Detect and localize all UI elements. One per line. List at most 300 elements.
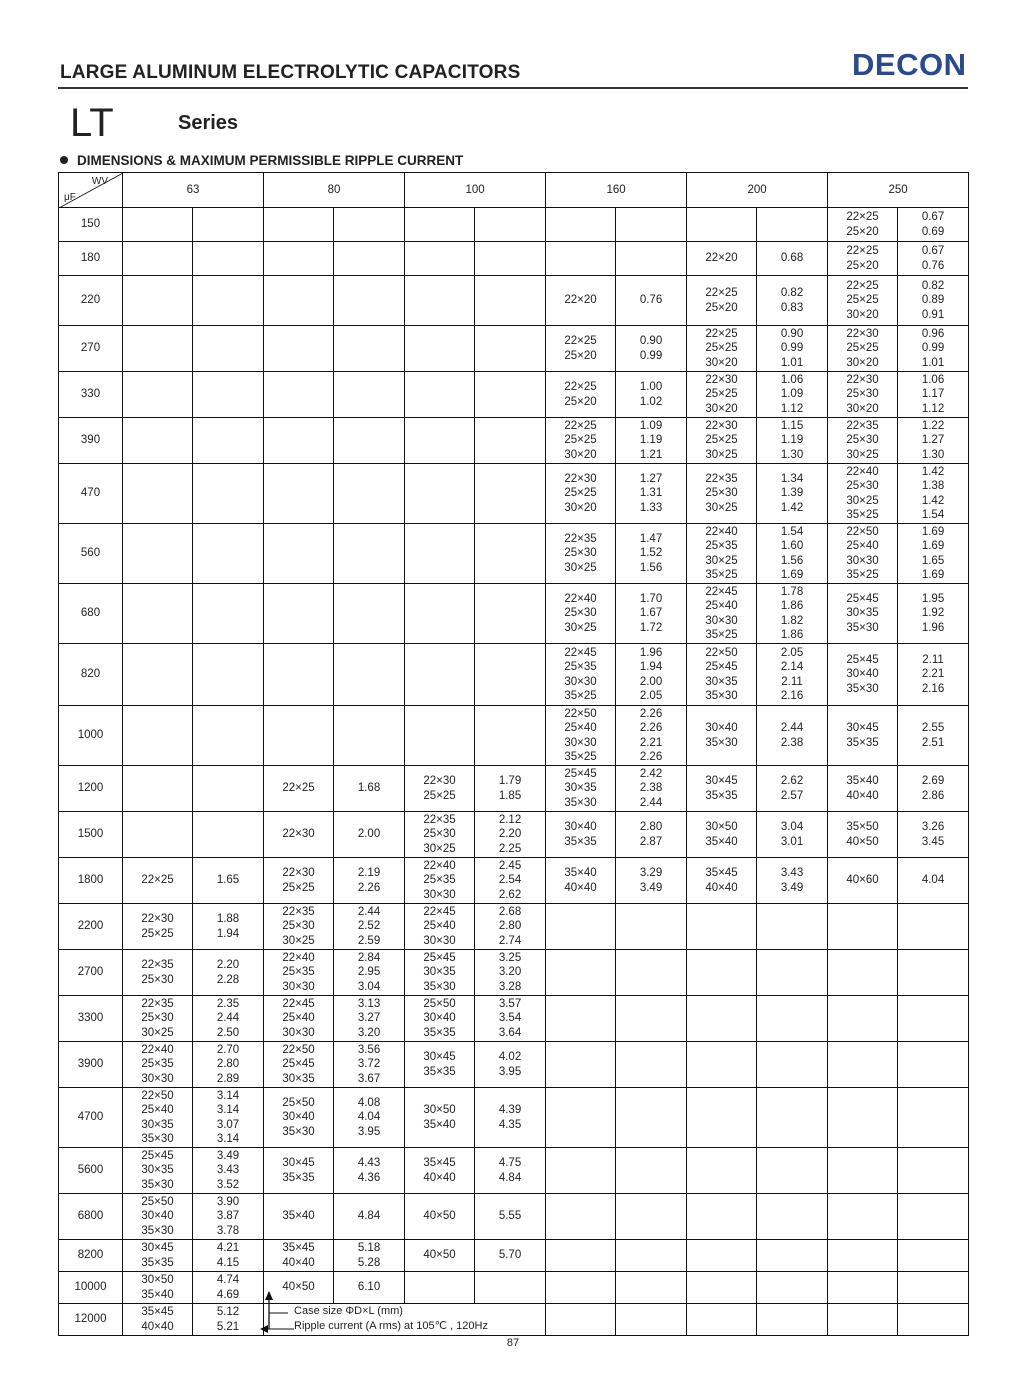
- ripple-current-cell: [334, 326, 405, 372]
- case-size-cell: [828, 996, 898, 1042]
- case-size-cell: [123, 208, 193, 242]
- ripple-current-cell: [757, 1042, 828, 1088]
- ripple-current-cell: [616, 950, 687, 996]
- ripple-current-cell: [475, 644, 546, 706]
- ripple-current-cell: 4.08 4.04 3.95: [334, 1088, 405, 1148]
- legend-case-size: Case size ΦD×L (mm): [294, 1305, 403, 1317]
- ripple-current-cell: [475, 464, 546, 524]
- case-size-cell: 30×40 35×35: [546, 812, 616, 858]
- table-row: [59, 1194, 969, 1240]
- case-size-cell: 22×40 25×30 30×25: [546, 584, 616, 644]
- capacitor-table: [58, 172, 969, 1336]
- case-size-cell: 22×25 25×20: [546, 372, 616, 418]
- table-row: [59, 812, 969, 858]
- ripple-current-cell: 0.82 0.83: [757, 276, 828, 326]
- ripple-current-cell: [193, 706, 264, 766]
- case-size-cell: [405, 276, 475, 326]
- case-size-cell: [687, 904, 757, 950]
- capacitance-cell: 1200: [59, 766, 123, 812]
- case-size-cell: [123, 812, 193, 858]
- uf-label: μF: [64, 191, 76, 203]
- ripple-current-cell: [334, 644, 405, 706]
- case-size-cell: [264, 208, 334, 242]
- ripple-current-cell: [193, 766, 264, 812]
- voltage-header: 160: [546, 173, 687, 208]
- case-size-cell: 22×25 25×20: [828, 208, 898, 242]
- voltage-header: 80: [264, 173, 405, 208]
- case-size-cell: 22×35 25×30 30×25: [264, 904, 334, 950]
- ripple-current-cell: [757, 996, 828, 1042]
- case-size-cell: [123, 464, 193, 524]
- ripple-current-cell: 1.96 1.94 2.00 2.05: [616, 644, 687, 706]
- ripple-current-cell: 2.12 2.20 2.25: [475, 812, 546, 858]
- table-row: [59, 242, 969, 276]
- ripple-current-cell: [616, 242, 687, 276]
- empty-cell: [828, 1304, 898, 1336]
- ripple-current-cell: 5.55: [475, 1194, 546, 1240]
- ripple-current-cell: [898, 950, 969, 996]
- case-size-cell: 25×50 30×40 35×30: [123, 1194, 193, 1240]
- ripple-current-cell: [757, 1240, 828, 1272]
- case-size-cell: 30×45 35×35: [828, 706, 898, 766]
- ripple-current-cell: 2.00: [334, 812, 405, 858]
- ripple-current-cell: 0.90 0.99: [616, 326, 687, 372]
- ripple-current-cell: [193, 208, 264, 242]
- ripple-current-cell: 1.78 1.86 1.82 1.86: [757, 584, 828, 644]
- capacitance-cell: 10000: [59, 1272, 123, 1304]
- case-size-cell: [405, 464, 475, 524]
- case-size-cell: [546, 1272, 616, 1304]
- case-size-cell: [123, 372, 193, 418]
- case-size-cell: 40×50: [405, 1240, 475, 1272]
- capacitance-cell: 3300: [59, 996, 123, 1042]
- table-row: [59, 1240, 969, 1272]
- ripple-current-cell: [334, 706, 405, 766]
- ripple-current-cell: 3.26 3.45: [898, 812, 969, 858]
- case-size-cell: 22×20: [687, 242, 757, 276]
- case-size-cell: [687, 1042, 757, 1088]
- ripple-current-cell: [616, 208, 687, 242]
- case-size-cell: [405, 372, 475, 418]
- case-size-cell: 22×50 25×40 30×30 35×25: [828, 524, 898, 584]
- capacitance-cell: 4700: [59, 1088, 123, 1148]
- case-size-cell: [546, 242, 616, 276]
- case-size-cell: 22×30 25×25 30×20: [687, 372, 757, 418]
- ripple-current-cell: 1.09 1.19 1.21: [616, 418, 687, 464]
- ripple-current-cell: [193, 584, 264, 644]
- table-row: [59, 1148, 969, 1194]
- ripple-current-cell: [616, 1272, 687, 1304]
- case-size-cell: 22×40 25×35 30×30: [123, 1042, 193, 1088]
- ripple-current-cell: [898, 1240, 969, 1272]
- case-size-cell: [123, 242, 193, 276]
- ripple-current-cell: [334, 276, 405, 326]
- case-size-cell: 25×45 30×35 35×30: [405, 950, 475, 996]
- case-size-cell: [546, 1194, 616, 1240]
- ripple-current-cell: 1.34 1.39 1.42: [757, 464, 828, 524]
- brand-logo: DECON: [852, 47, 967, 82]
- table-row: [59, 208, 969, 242]
- case-size-cell: 25×45 30×35 35×30: [828, 584, 898, 644]
- empty-cell: [616, 1304, 687, 1336]
- case-size-cell: [264, 276, 334, 326]
- ripple-current-cell: [475, 326, 546, 372]
- ripple-current-cell: 0.67 0.69: [898, 208, 969, 242]
- case-size-cell: 30×45 35×35: [405, 1042, 475, 1088]
- ripple-current-cell: 4.74 4.69: [193, 1272, 264, 1304]
- ripple-current-cell: [334, 584, 405, 644]
- ripple-current-cell: 3.13 3.27 3.20: [334, 996, 405, 1042]
- case-size-cell: [123, 418, 193, 464]
- case-size-cell: [828, 950, 898, 996]
- capacitance-cell: 2700: [59, 950, 123, 996]
- case-size-cell: [546, 950, 616, 996]
- case-size-cell: 22×20: [546, 276, 616, 326]
- ripple-current-cell: 0.96 0.99 1.01: [898, 326, 969, 372]
- ripple-current-cell: 0.67 0.76: [898, 242, 969, 276]
- ripple-current-cell: [616, 1148, 687, 1194]
- page-number: 87: [506, 1337, 520, 1349]
- ripple-current-cell: [757, 208, 828, 242]
- case-size-cell: 22×30 25×25 30×20: [546, 464, 616, 524]
- ripple-current-cell: [898, 1194, 969, 1240]
- case-size-cell: [123, 644, 193, 706]
- header-divider: [58, 87, 968, 89]
- ripple-current-cell: [898, 1088, 969, 1148]
- table-row: [59, 584, 969, 644]
- case-size-cell: [687, 1148, 757, 1194]
- case-size-cell: [264, 418, 334, 464]
- capacitance-cell: 5600: [59, 1148, 123, 1194]
- table-row: [59, 1042, 969, 1088]
- case-size-cell: 22×35 25×30: [123, 950, 193, 996]
- case-size-cell: 35×45 40×40: [405, 1148, 475, 1194]
- ripple-current-cell: 1.88 1.94: [193, 904, 264, 950]
- ripple-current-cell: [193, 372, 264, 418]
- capacitance-cell: 3900: [59, 1042, 123, 1088]
- ripple-current-cell: 4.39 4.35: [475, 1088, 546, 1148]
- ripple-current-cell: 5.18 5.28: [334, 1240, 405, 1272]
- ripple-current-cell: [616, 1042, 687, 1088]
- case-size-cell: [546, 208, 616, 242]
- ripple-current-cell: 3.43 3.49: [757, 858, 828, 904]
- ripple-current-cell: 2.55 2.51: [898, 706, 969, 766]
- case-size-cell: [405, 242, 475, 276]
- ripple-current-cell: [193, 418, 264, 464]
- case-size-cell: [405, 418, 475, 464]
- capacitance-cell: 1800: [59, 858, 123, 904]
- ripple-current-cell: 2.42 2.38 2.44: [616, 766, 687, 812]
- ripple-current-cell: [193, 276, 264, 326]
- case-size-cell: [546, 1240, 616, 1272]
- ripple-current-cell: 3.04 3.01: [757, 812, 828, 858]
- ripple-current-cell: [757, 1088, 828, 1148]
- ripple-current-cell: 5.70: [475, 1240, 546, 1272]
- case-size-cell: [264, 644, 334, 706]
- case-size-cell: 25×45 30×40 35×30: [828, 644, 898, 706]
- ripple-current-cell: 0.90 0.99 1.01: [757, 326, 828, 372]
- ripple-current-cell: [193, 242, 264, 276]
- ripple-current-cell: [334, 242, 405, 276]
- ripple-current-cell: 1.27 1.31 1.33: [616, 464, 687, 524]
- case-size-cell: 30×45 35×35: [687, 766, 757, 812]
- ripple-current-cell: 4.04: [898, 858, 969, 904]
- ripple-current-cell: [757, 1148, 828, 1194]
- wv-label: WV: [91, 176, 108, 187]
- ripple-current-cell: 2.20 2.28: [193, 950, 264, 996]
- ripple-current-cell: 2.35 2.44 2.50: [193, 996, 264, 1042]
- case-size-cell: 25×50 30×40 35×35: [405, 996, 475, 1042]
- case-size-cell: [687, 1194, 757, 1240]
- case-size-cell: 40×50: [405, 1194, 475, 1240]
- case-size-cell: 30×40 35×30: [687, 706, 757, 766]
- table-row: [59, 904, 969, 950]
- case-size-cell: [405, 706, 475, 766]
- capacitance-cell: 8200: [59, 1240, 123, 1272]
- case-size-cell: [405, 644, 475, 706]
- case-size-cell: [123, 326, 193, 372]
- case-size-cell: [828, 904, 898, 950]
- ripple-current-cell: [334, 524, 405, 584]
- ripple-current-cell: [898, 1042, 969, 1088]
- case-size-cell: 22×40 25×35 30×30: [264, 950, 334, 996]
- ripple-current-cell: 2.84 2.95 3.04: [334, 950, 405, 996]
- case-size-cell: 25×45 30×35 35×30: [546, 766, 616, 812]
- ripple-current-cell: [475, 706, 546, 766]
- case-size-cell: [264, 524, 334, 584]
- section-title: [60, 153, 463, 168]
- ripple-current-cell: [334, 208, 405, 242]
- case-size-cell: [546, 1042, 616, 1088]
- ripple-current-cell: [757, 950, 828, 996]
- ripple-current-cell: [475, 208, 546, 242]
- ripple-current-cell: 3.29 3.49: [616, 858, 687, 904]
- ripple-current-cell: 6.10: [334, 1272, 405, 1304]
- table-row: [59, 1304, 969, 1336]
- document-title: LARGE ALUMINUM ELECTROLYTIC CAPACITORS: [60, 62, 521, 83]
- ripple-current-cell: 1.22 1.27 1.30: [898, 418, 969, 464]
- case-size-cell: [828, 1088, 898, 1148]
- case-size-cell: [405, 584, 475, 644]
- table-row: [59, 372, 969, 418]
- case-size-cell: 22×40 25×30 30×25 35×25: [828, 464, 898, 524]
- case-size-cell: [264, 242, 334, 276]
- case-size-cell: 22×25: [264, 766, 334, 812]
- case-size-cell: 22×45 25×40 30×30: [264, 996, 334, 1042]
- bullet-icon: [60, 156, 68, 164]
- capacitance-cell: 1500: [59, 812, 123, 858]
- capacitance-cell: 470: [59, 464, 123, 524]
- case-size-cell: 40×50: [264, 1272, 334, 1304]
- case-size-cell: 30×50 35×40: [405, 1088, 475, 1148]
- ripple-current-cell: 3.56 3.72 3.67: [334, 1042, 405, 1088]
- empty-cell: [546, 1304, 616, 1336]
- case-size-cell: 22×50 25×45 30×35 35×30: [687, 644, 757, 706]
- capacitance-cell: 680: [59, 584, 123, 644]
- ripple-current-cell: 0.68: [757, 242, 828, 276]
- case-size-cell: 22×25 25×20: [828, 242, 898, 276]
- case-size-cell: [828, 1240, 898, 1272]
- ripple-current-cell: 1.54 1.60 1.56 1.69: [757, 524, 828, 584]
- empty-cell: [757, 1304, 828, 1336]
- case-size-cell: 22×50 25×40 30×30 35×25: [546, 706, 616, 766]
- case-size-cell: [123, 706, 193, 766]
- case-size-cell: 22×50 25×45 30×35: [264, 1042, 334, 1088]
- ripple-current-cell: 2.45 2.54 2.62: [475, 858, 546, 904]
- capacitance-cell: 270: [59, 326, 123, 372]
- ripple-current-cell: 2.11 2.21 2.16: [898, 644, 969, 706]
- case-size-cell: [828, 1272, 898, 1304]
- case-size-cell: [264, 584, 334, 644]
- capacitance-cell: 820: [59, 644, 123, 706]
- ripple-current-cell: 2.05 2.14 2.11 2.16: [757, 644, 828, 706]
- table-row: [59, 1088, 969, 1148]
- ripple-current-cell: 1.69 1.69 1.65 1.69: [898, 524, 969, 584]
- ripple-current-cell: 1.95 1.92 1.96: [898, 584, 969, 644]
- case-size-cell: [546, 1148, 616, 1194]
- case-size-cell: 22×25: [123, 858, 193, 904]
- table-row: [59, 1272, 969, 1304]
- legend-ripple-current: Ripple current (A rms) at 105℃ , 120Hz: [294, 1320, 488, 1332]
- voltage-header: 200: [687, 173, 828, 208]
- capacitance-cell: 150: [59, 208, 123, 242]
- case-size-cell: [828, 1194, 898, 1240]
- capacitance-cell: 390: [59, 418, 123, 464]
- case-size-cell: 22×35 25×30 30×25: [405, 812, 475, 858]
- case-size-cell: [687, 950, 757, 996]
- table-row: [59, 766, 969, 812]
- case-size-cell: 22×40 25×35 30×25 35×25: [687, 524, 757, 584]
- case-size-cell: [546, 904, 616, 950]
- ripple-current-cell: 2.62 2.57: [757, 766, 828, 812]
- case-size-cell: 22×50 25×40 30×35 35×30: [123, 1088, 193, 1148]
- ripple-current-cell: [334, 372, 405, 418]
- ripple-current-cell: [334, 418, 405, 464]
- table-row: [59, 996, 969, 1042]
- case-size-cell: [264, 464, 334, 524]
- voltage-header: 250: [828, 173, 969, 208]
- case-size-cell: 22×25 25×20: [687, 276, 757, 326]
- case-size-cell: 30×45 35×35: [264, 1148, 334, 1194]
- case-size-cell: [123, 766, 193, 812]
- ripple-current-cell: 2.26 2.26 2.21 2.26: [616, 706, 687, 766]
- ripple-current-cell: [616, 1240, 687, 1272]
- case-size-cell: 35×40 40×40: [546, 858, 616, 904]
- ripple-current-cell: [193, 644, 264, 706]
- ripple-current-cell: [334, 464, 405, 524]
- case-size-cell: 22×45 25×40 30×30: [405, 904, 475, 950]
- ripple-current-cell: 0.76: [616, 276, 687, 326]
- case-size-cell: [546, 1088, 616, 1148]
- ripple-current-cell: [475, 276, 546, 326]
- ripple-current-cell: [475, 1272, 546, 1304]
- capacitance-cell: 330: [59, 372, 123, 418]
- ripple-current-cell: [193, 524, 264, 584]
- case-size-cell: [264, 706, 334, 766]
- case-size-cell: [687, 996, 757, 1042]
- case-size-cell: [264, 326, 334, 372]
- case-size-cell: 35×40: [264, 1194, 334, 1240]
- corner-header: [59, 173, 123, 208]
- case-size-cell: 35×40 40×40: [828, 766, 898, 812]
- voltage-header: 63: [123, 173, 264, 208]
- ripple-current-cell: [898, 1272, 969, 1304]
- case-size-cell: [405, 208, 475, 242]
- case-size-cell: 22×25 25×25 30×20: [687, 326, 757, 372]
- case-size-cell: 35×45 40×40: [264, 1240, 334, 1272]
- case-size-cell: 22×45 25×40 30×30 35×25: [687, 584, 757, 644]
- case-size-cell: 22×30: [264, 812, 334, 858]
- ripple-current-cell: 2.80 2.87: [616, 812, 687, 858]
- ripple-current-cell: 3.25 3.20 3.28: [475, 950, 546, 996]
- empty-cell: [687, 1304, 757, 1336]
- table-row: [59, 326, 969, 372]
- ripple-current-cell: 1.68: [334, 766, 405, 812]
- ripple-current-cell: 2.44 2.52 2.59: [334, 904, 405, 950]
- case-size-cell: 22×35 25×30 30×25: [123, 996, 193, 1042]
- ripple-current-cell: 1.47 1.52 1.56: [616, 524, 687, 584]
- ripple-current-cell: 2.44 2.38: [757, 706, 828, 766]
- ripple-current-cell: 4.02 3.95: [475, 1042, 546, 1088]
- ripple-current-cell: 1.06 1.17 1.12: [898, 372, 969, 418]
- ripple-current-cell: 3.57 3.54 3.64: [475, 996, 546, 1042]
- case-size-cell: [264, 372, 334, 418]
- table-row: [59, 950, 969, 996]
- ripple-current-cell: [193, 464, 264, 524]
- ripple-current-cell: 1.79 1.85: [475, 766, 546, 812]
- case-size-cell: 35×50 40×50: [828, 812, 898, 858]
- ripple-current-cell: 1.06 1.09 1.12: [757, 372, 828, 418]
- ripple-current-cell: [616, 1194, 687, 1240]
- case-size-cell: 22×45 25×35 30×30 35×25: [546, 644, 616, 706]
- case-size-cell: [687, 208, 757, 242]
- section-title-text: DIMENSIONS & MAXIMUM PERMISSIBLE RIPPLE CURRENT: [77, 153, 464, 168]
- case-size-cell: [687, 1088, 757, 1148]
- capacitance-cell: 560: [59, 524, 123, 584]
- ripple-current-cell: [616, 904, 687, 950]
- case-size-cell: 22×30 25×25 30×25: [687, 418, 757, 464]
- empty-cell: [898, 1304, 969, 1336]
- table-row: [59, 464, 969, 524]
- capacitance-cell: 12000: [59, 1304, 123, 1336]
- ripple-current-cell: [475, 242, 546, 276]
- case-size-cell: 22×30 25×25: [405, 766, 475, 812]
- case-size-cell: 25×45 30×35 35×30: [123, 1148, 193, 1194]
- case-size-cell: 22×30 25×25 30×20: [828, 326, 898, 372]
- ripple-current-cell: 1.00 1.02: [616, 372, 687, 418]
- ripple-current-cell: 1.70 1.67 1.72: [616, 584, 687, 644]
- case-size-cell: 22×25 25×25 30×20: [546, 418, 616, 464]
- ripple-current-cell: 2.70 2.80 2.89: [193, 1042, 264, 1088]
- case-size-cell: [828, 1148, 898, 1194]
- series-code: LT: [70, 101, 114, 145]
- ripple-current-cell: 4.21 4.15: [193, 1240, 264, 1272]
- case-size-cell: 35×45 40×40: [123, 1304, 193, 1336]
- ripple-current-cell: 1.42 1.38 1.42 1.54: [898, 464, 969, 524]
- table-row: [59, 858, 969, 904]
- ripple-current-cell: [898, 996, 969, 1042]
- ripple-current-cell: 2.69 2.86: [898, 766, 969, 812]
- case-size-cell: 22×25 25×25 30×20: [828, 276, 898, 326]
- ripple-current-cell: [475, 584, 546, 644]
- case-size-cell: 22×30 25×30 30×20: [828, 372, 898, 418]
- table-row: [59, 644, 969, 706]
- ripple-current-cell: 4.75 4.84: [475, 1148, 546, 1194]
- case-size-cell: 35×45 40×40: [687, 858, 757, 904]
- capacitance-cell: 2200: [59, 904, 123, 950]
- case-size-cell: [687, 1272, 757, 1304]
- case-size-cell: 22×25 25×20: [546, 326, 616, 372]
